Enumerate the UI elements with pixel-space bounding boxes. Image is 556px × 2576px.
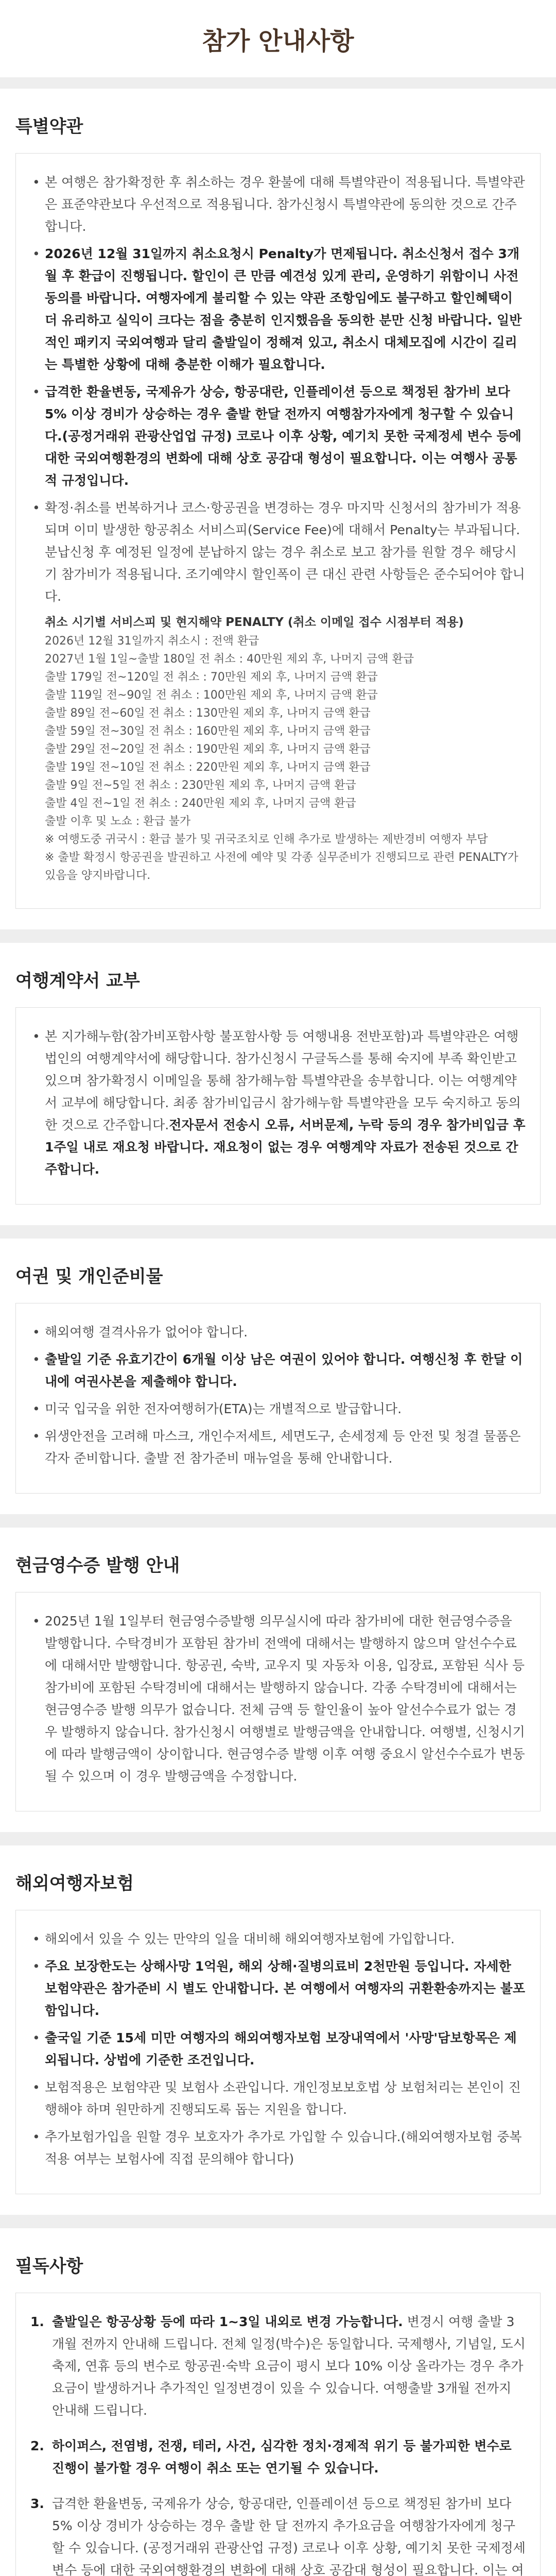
section-title: 현금영수증 발행 안내 (15, 1555, 180, 1576)
numbered-item: 2. 하이퍼스, 전염병, 전쟁, 테러, 사건, 심각한 정치·경제적 위기 등 불가피한 변수로 진행이 불가할 경우 여행이 취소 또는 연기될 수 있습니다. (30, 2438, 512, 2476)
penalty-line: 출발 89일 전~60일 전 취소 : 130만원 제외 후, 나머지 금액 환급 (45, 707, 371, 720)
section-title: 여권 및 개인준비물 (15, 1266, 163, 1287)
divider (0, 77, 556, 89)
page-title: 참가 안내사항 (202, 26, 354, 56)
bullet-item: • 2026년 12월 31일까지 취소요청시 Penalty가 면제됩니다. 취소신청서 접수 3개월 후 환급이 진행됩니다. 할인이 큰 만큼 예견성 있게 관리, 운영하기 위함이니 사전동의를 바랍니다. 여행자에게 불리할 수 있는 약관 조항임에도 불구하고 할인혜택이 더 유리하고 실익이 크다는 점을 충분히 인지했음을 동의한 분만 신청 바랍니다. 일반적인 패키지 국외여행과 달리 출발일이 정해져 있고, 취소시 대체모집에 시간이 길리는 특별한 상황에 대해 충분한 이해가 필요합니다. (30, 243, 526, 376)
penalty-line: 2026년 12월 31일까지 취소시 : 전액 환급 (45, 635, 259, 648)
bullet-item: • 해외여행 결격사유가 없어야 합니다. (30, 1321, 526, 1343)
section-title: 특별약관 (15, 116, 83, 137)
bullet-item: • 추가보험가입을 원할 경우 보호자가 추가로 가입할 수 있습니다.(해외여행자보험 중복적용 여부는 보험사에 직접 문의해야 합니다) (30, 2126, 526, 2170)
penalty-line: 출발 29일 전~20일 전 취소 : 190만원 제외 후, 나머지 금액 환급 (45, 743, 371, 756)
passport-box (15, 1303, 541, 1494)
bullet-item: • 위생안전을 고려해 마스크, 개인수저세트, 세면도구, 손세정제 등 안전 및 청결 물품은 각자 준비합니다. 출발 전 참가준비 매뉴얼을 통해 안내합니다. (30, 1425, 526, 1469)
penalty-line: ※ 출발 확정시 항공권을 발권하고 사전에 예약 및 각종 실무준비가 진행되므로 관련 PENALTY가 있음을 양지바랍니다. (45, 851, 518, 882)
bullet-item: • 본 여행은 참가확정한 후 취소하는 경우 환불에 대해 특별약관이 적용됩니다. 특별약관은 표준약관보다 우선적으로 적용됩니다. 참가신청시 특별약관에 동의한 것으로 간주합니다. (30, 171, 526, 238)
penalty-line: 출발 4일 전~1일 전 취소 : 240만원 제외 후, 나머지 금액 환급 (45, 797, 356, 810)
page-header (0, 0, 556, 77)
numbered-item: 1. 출발일은 항공상황 등에 따라 1~3일 내외로 변경 가능합니다. 변경시 여행 출발 3개월 전까지 안내해 드립니다. 전체 일정(박수)은 동일합니다. 국제행사, 기념일, 도시축제, 연휴 등의 변수로 항공권·숙박 요금이 평시 보다 10% 이상 올라가는 경우 추가요금이 발생하거나 추가적인 일정변경이 있을 수 있습니다. 여행출발 3개월 전까지 안내해 드립니다. (30, 2314, 526, 2418)
receipt-box (15, 1592, 541, 1811)
numbered-item: 3. 급격한 환율변동, 국제유가 상승, 항공대란, 인플레이션 등으로 책정된 참가비 보다 5% 이상 경비가 상승하는 경우 출발 한 달 전까지 추가요금을 여행참가자에게 청구할 수 있습니다. (공정거래위 관광산업 규정) 코로나 이후 상황, 예기치 못한 국제정세 변수 등에 대한 국외여행환경의 변화에 대해 상호 공감대 형성이 필요합니다. 이는 여 (30, 2496, 526, 2576)
penalty-line: 2027년 1월 1일~출발 180일 전 취소 : 40만원 제외 후, 나머지 금액 환급 (45, 653, 414, 666)
divider (0, 1225, 556, 1239)
section-title: 필독사항 (15, 2256, 83, 2277)
divider (0, 1832, 556, 1845)
bullet-item: • 2025년 1월 1일부터 현금영수증발행 의무실시에 따라 참가비에 대한 현금영수증을 발행합니다. 수탁경비가 포함된 참가비 전액에 대해서는 발행하지 않으며 알선수수료에 대해서만 발행합니다. 항공권, 숙박, 교우지 및 자동차 이용, 입장료, 포함된 식사 등 참가비에 포함된 수탁경비에 대해서는 발행하지 않습니다. 각종 수탁경비에 대해서는 현금영수증 발행 의무가 없습니다. 전체 금액 등 할인율이 높아 알선수수료가 없는 경우 발행하지 않습니다. 참가신청시 여행별로 발행금액을 안내합니다. 여행별, 신청시기에 따라 발행금액이 상이합니다. 현금영수증 발행 이후 여행 중요시 알선수수료가 변동될 수 있으며 이 경우 발행금액을 수정합니다. (30, 1610, 526, 1787)
section-title: 해외여행자보험 (15, 1873, 134, 1894)
insurance-box (15, 1910, 541, 2194)
penalty-heading: 취소 시기별 서비스피 및 현지해약 PENALTY (취소 이메일 접수 시점부터 적용) (45, 616, 464, 629)
divider (0, 1514, 556, 1528)
penalty-line: 출발 179일 전~120일 전 취소 : 70만원 제외 후, 나머지 금액 환급 (45, 671, 378, 684)
penalty-line: 출발 9일 전~5일 전 취소 : 230만원 제외 후, 나머지 금액 환급 (45, 779, 356, 792)
bullet-item: • 급격한 환율변동, 국제유가 상승, 항공대란, 인플레이션 등으로 책정된 참가비 보다 5% 이상 경비가 상승하는 경우 출발 한달 전까지 여행참가자에게 청구할 수 있습니다.(공정거래위 관광산업업 규정) 코로나 이후 상황, 예기치 못한 국제정세 변수 등에 대한 국외여행환경의 변화에 대해 상호 공감대 형성이 필요합니다. 이는 여행사 공통적 규정입니다. (30, 381, 526, 492)
special-terms-section (0, 89, 556, 929)
divider (0, 2215, 556, 2228)
bullet-item: • 주요 보장한도는 상해사망 1억원, 해외 상해·질병의료비 2천만원 등입니다. 자세한 보험약관은 참가준비 시 별도 안내합니다. 본 여행에서 여행자의 귀환환송까지는 불포함입니다. (30, 1955, 526, 2022)
penalty-list (30, 613, 526, 885)
bullet-item: • 출국일 기준 15세 미만 여행자의 해외여행자보험 보장내역에서 '사망'담보항목은 제외됩니다. 상법에 기준한 조건입니다. (30, 2027, 526, 2071)
required-box (15, 2293, 541, 2576)
bullet-item: • 해외에서 있을 수 있는 만약의 일을 대비해 해외여행자보험에 가입합니다. (30, 1928, 526, 1950)
receipt-section (0, 1528, 556, 1832)
penalty-line: ※ 여행도중 귀국시 : 환급 불가 및 귀국조치로 인해 추가로 발생하는 제반경비 여행자 부담 (45, 833, 488, 846)
bullet-item: • 출발일 기준 유효기간이 6개월 이상 남은 여권이 있어야 합니다. 여행신청 후 한달 이내에 여권사본을 제출해야 합니다. (30, 1348, 526, 1393)
penalty-line: 출발 59일 전~30일 전 취소 : 160만원 제외 후, 나머지 금액 환급 (45, 725, 371, 738)
contract-section (0, 943, 556, 1225)
special-terms-box (15, 153, 541, 909)
divider (0, 929, 556, 943)
penalty-line: 출발 119일 전~90일 전 취소 : 100만원 제외 후, 나머지 금액 환급 (45, 689, 378, 702)
section-title: 여행계약서 교부 (15, 971, 140, 991)
insurance-section (0, 1845, 556, 2215)
bullet-item: • 미국 입국을 위한 전자여행허가(ETA)는 개별적으로 발급합니다. (30, 1398, 526, 1420)
penalty-line: 출발 19일 전~10일 전 취소 : 220만원 제외 후, 나머지 금액 환급 (45, 761, 371, 774)
bullet-item: • 보험적용은 보험약관 및 보험사 소관입니다. 개인정보보호법 상 보험처리는 본인이 진행해야 하며 원만하게 진행되도록 돕는 지원을 합니다. (30, 2076, 526, 2121)
bullet-item: • 본 지가해누함(참가비포함사항 불포함사항 등 여행내용 전반포함)과 특별약관은 여행법인의 여행계약서에 해당합니다. 참가신청시 구글독스를 통해 숙지에 부족 확인받고 있으며 참가확정시 이메일을 통해 참가해누함 특별약관을 송부합니다. 이는 여행계약서 교부에 해당합니다. 최종 참가비입금시 참가해누함 특별약관을 모두 숙지하고 동의한 것으로 간주합니다.전자문서 전송시 오류, 서버문제, 누락 등의 경우 참가비입금 후 1주일 내로 재요청 바랍니다. 재요청이 없는 경우 여행계약 자료가 전송된 것으로 간주합니다. (30, 1025, 526, 1180)
passport-section (0, 1239, 556, 1514)
bullet-item: • 확정·취소를 번복하거나 코스·항공권을 변경하는 경우 마지막 신청서의 참가비가 적용되며 이미 발생한 항공취소 서비스피(Service Fee)에 대해서 Penalty는 부과됩니다. 분납신청 후 예정된 일정에 분납하지 않는 경우 취소로 보고 참가를 원할 경우 해당시기 참가비가 적용됩니다. 조기예약시 할인폭이 큰 대신 관련 사항들은 준수되어야 합니다. (30, 497, 526, 607)
contract-box (15, 1007, 541, 1205)
penalty-line: 출발 이후 및 노쇼 : 환급 불가 (45, 815, 191, 828)
required-section (0, 2228, 556, 2576)
